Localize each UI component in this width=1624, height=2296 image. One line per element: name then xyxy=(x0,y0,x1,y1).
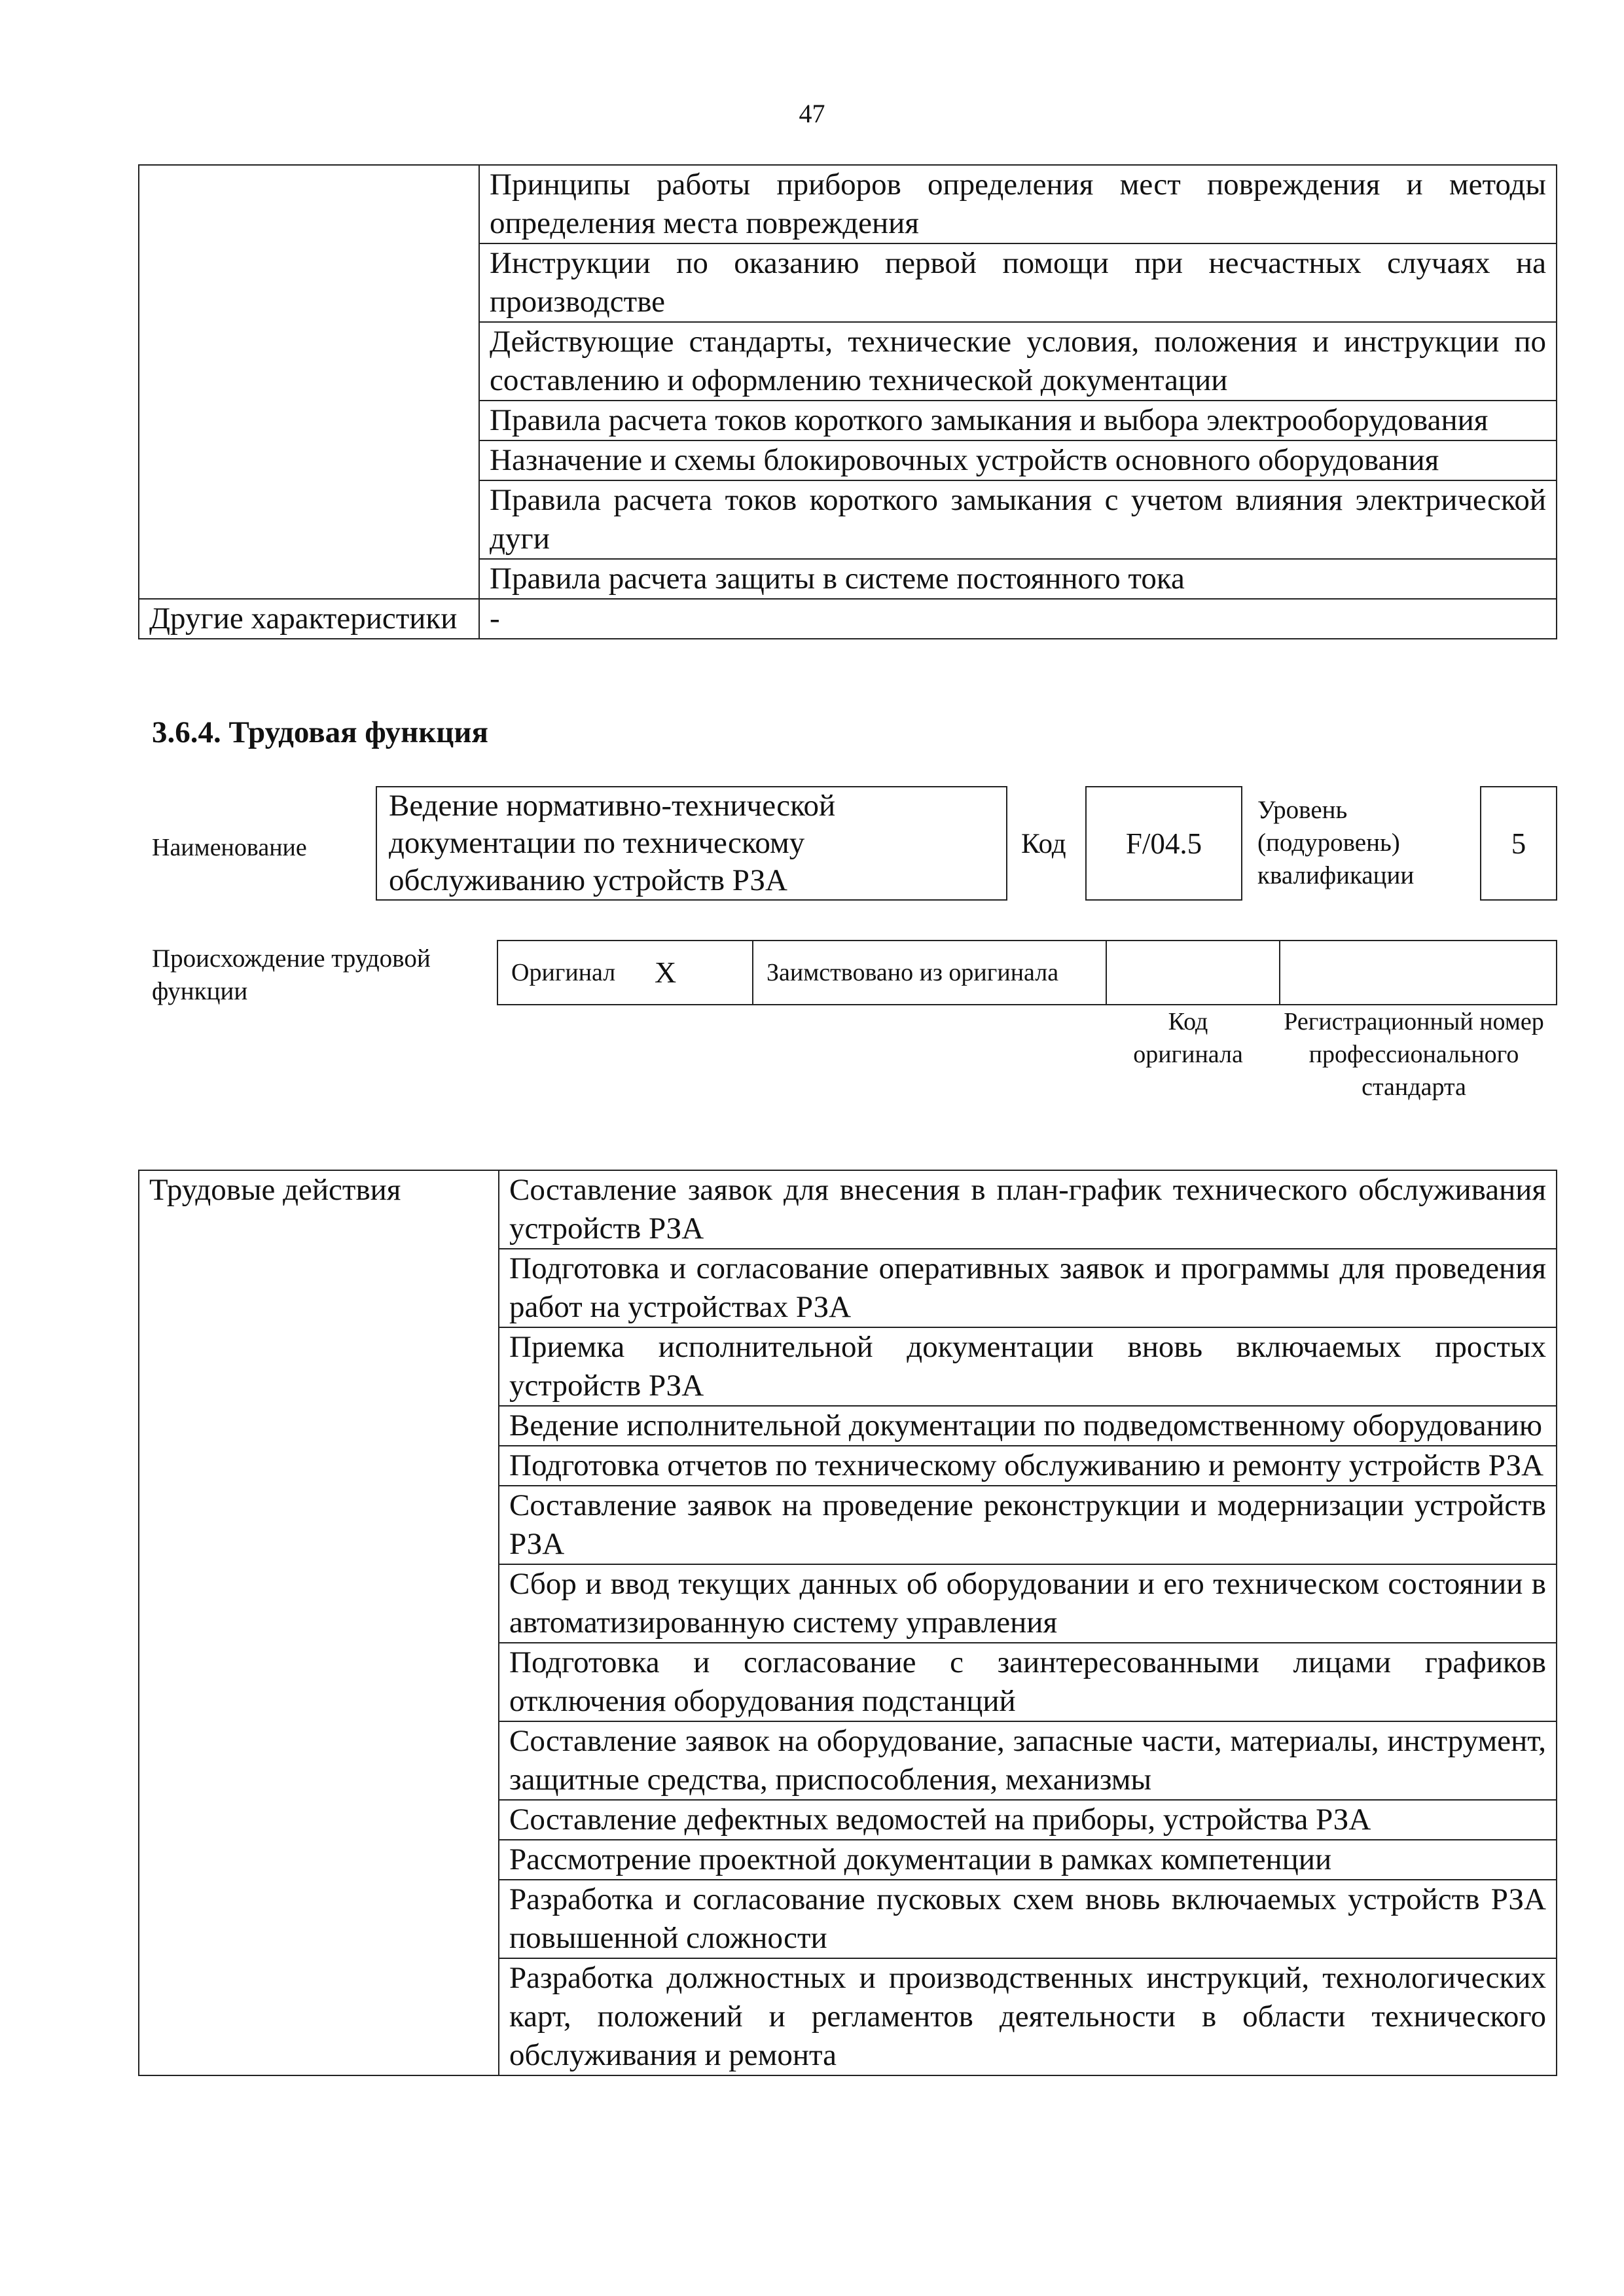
labor-action-item: Подготовка и согласование оперативных заявок и программы для проведения работ на устройствах РЗА xyxy=(499,1249,1557,1327)
labor-action-item: Составление заявок на оборудование, запасные части, материалы, инструмент, защитные средства, приспособления, механизмы xyxy=(499,1721,1557,1800)
origin-label: Происхождение трудовой функции xyxy=(152,944,431,1005)
name-label: Наименование xyxy=(152,834,307,861)
labor-action-item: Подготовка и согласование с заинтересованными лицами графиков отключения оборудования подстанций xyxy=(499,1643,1557,1721)
code-original-caption: Код оригинала xyxy=(1133,1008,1243,1068)
function-code-box: F/04.5 xyxy=(1085,786,1242,901)
section-title: 3.6.4. Трудовая функция xyxy=(152,715,488,749)
requirement-item: Инструкции по оказанию первой помощи при несчастных случаях на производстве xyxy=(479,243,1557,322)
requirement-item: Правила расчета защиты в системе постоянного тока xyxy=(479,559,1557,599)
labor-actions-label: Трудовые действия xyxy=(139,1170,499,2075)
labor-actions-table xyxy=(138,1170,1557,2076)
other-characteristics-value: - xyxy=(479,599,1557,639)
reg-number-caption: Регистрационный номер профессионального стандарта xyxy=(1284,1008,1544,1101)
labor-action-item: Подготовка отчетов по техническому обслуживанию и ремонту устройств РЗА xyxy=(499,1446,1557,1486)
empty-label-cell xyxy=(139,165,479,599)
qualification-level-label: Уровень (подуровень) квалификации xyxy=(1257,796,1415,889)
labor-action-item: Составление заявок на проведение реконструкции и модернизации устройств РЗА xyxy=(499,1486,1557,1564)
other-characteristics-label: Другие характеристики xyxy=(139,599,479,639)
origin-table xyxy=(497,940,1557,1005)
labor-action-item: Сбор и ввод текущих данных об оборудовании и его техническом состоянии в автоматизированную систему управления xyxy=(499,1564,1557,1643)
code-label: Код xyxy=(1021,829,1066,859)
requirement-item: Назначение и схемы блокировочных устройств основного оборудования xyxy=(479,440,1557,480)
reg-number-cell xyxy=(1280,941,1557,1005)
page-number: 47 xyxy=(799,99,825,128)
labor-action-item: Разработка должностных и производственных инструкций, технологических карт, положений и регламентов деятельности в области технического обслуживания и ремонта xyxy=(499,1958,1557,2075)
labor-action-item: Рассмотрение проектной документации в рамках компетенции xyxy=(499,1840,1557,1880)
original-mark: X xyxy=(641,941,753,1005)
requirement-item: Правила расчета токов короткого замыкания с учетом влияния электрической дуги xyxy=(479,480,1557,559)
requirement-item: Правила расчета токов короткого замыкания и выбора электрооборудования xyxy=(479,401,1557,440)
labor-action-item: Разработка и согласование пусковых схем вновь включаемых устройств РЗА повышенной сложности xyxy=(499,1880,1557,1958)
function-name-box: Ведение нормативно-технической документации по техническому обслуживанию устройств РЗА xyxy=(376,786,1007,901)
requirement-item: Принципы работы приборов определения мест повреждения и методы определения места повреждения xyxy=(479,165,1557,243)
labor-action-item: Составление заявок для внесения в план-график технического обслуживания устройств РЗА xyxy=(499,1170,1557,1249)
labor-action-item: Составление дефектных ведомостей на приборы, устройства РЗА xyxy=(499,1800,1557,1840)
qualification-level-box: 5 xyxy=(1480,786,1557,901)
labor-action-item: Ведение исполнительной документации по подведомственному оборудованию xyxy=(499,1406,1557,1446)
original-code-cell xyxy=(1106,941,1280,1005)
labor-action-item: Приемка исполнительной документации вновь включаемых простых устройств РЗА xyxy=(499,1327,1557,1406)
requirement-item: Действующие стандарты, технические условия, положения и инструкции по составлению и оформлению технической документации xyxy=(479,322,1557,401)
knowledge-table xyxy=(138,164,1557,639)
borrowed-label: Заимствовано из оригинала xyxy=(753,941,1106,1005)
original-label: Оригинал xyxy=(497,941,641,1005)
